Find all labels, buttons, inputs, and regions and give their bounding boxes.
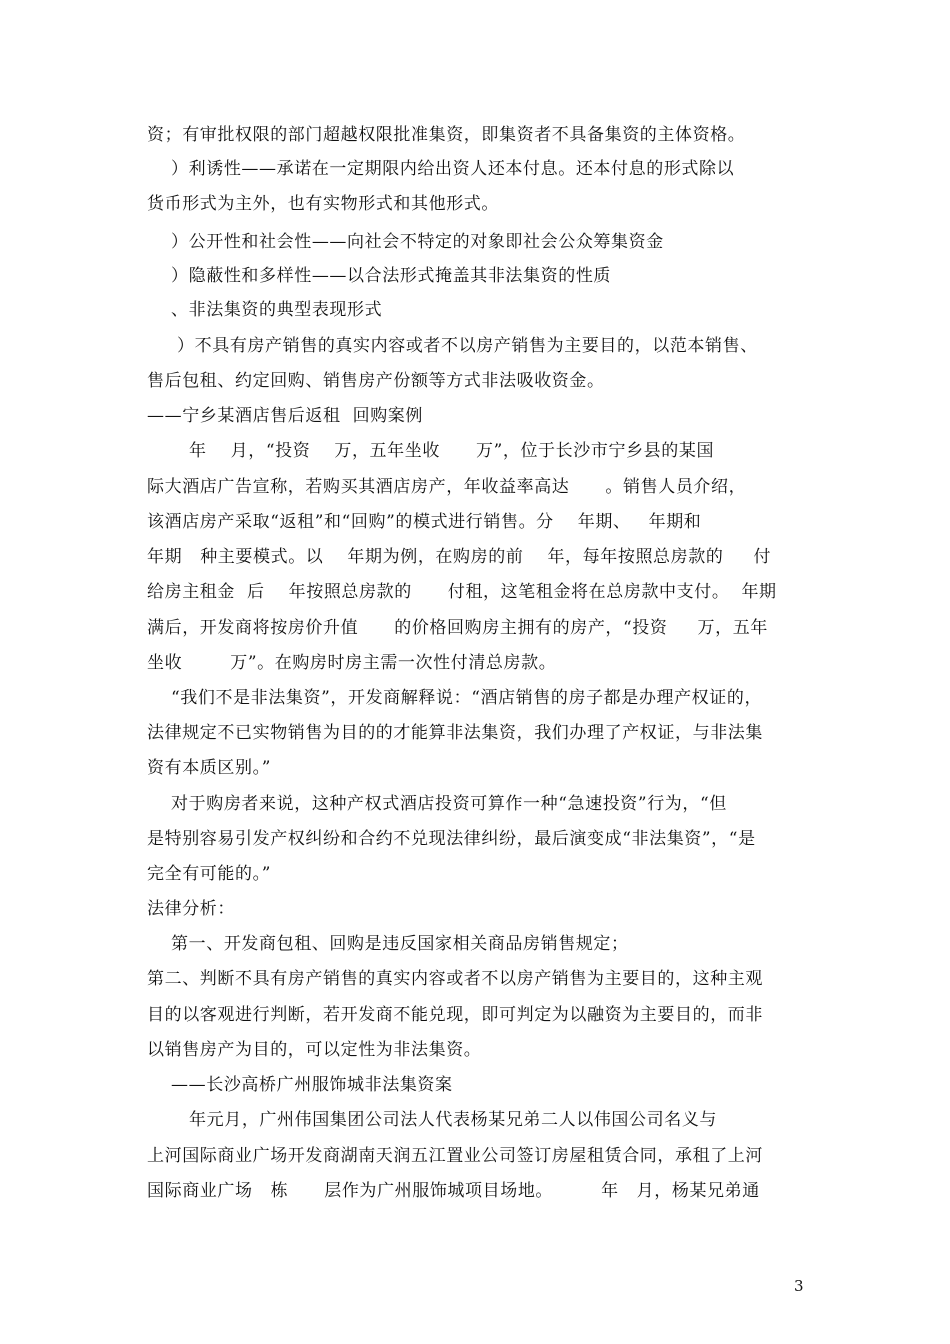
text-line: 目的以客观进行判断，若开发商不能兑现，即可判定为以融资为主要目的，而非 [147,1005,763,1025]
text-line: ）公开性和社会性——向社会不特定的对象即社会公众筹集资金 [147,232,664,252]
text-line: 年期 种主要模式。以 年期为例，在购房的前 年，每年按照总房款的 付 [147,547,772,567]
text-line: ）不具有房产销售的真实内容或者不以房产销售为主要目的，以范本销售、 [147,336,758,356]
text-line: 坐收 万”。在购房时房主需一次性付清总房款。 [147,653,557,673]
text-line: “我们不是非法集资”，开发商解释说：“酒店销售的房子都是办理产权证的， [147,688,763,708]
text-line: 是特别容易引发产权纠纷和合约不兑现法律纠纷，最后演变成“非法集资”，“是 [147,829,756,849]
page-number: 3 [794,1277,804,1295]
text-line: 年元月，广州伟国集团公司法人代表杨某兄弟二人以伟国公司名义与 [147,1110,718,1130]
text-line: 售后包租、约定回购、销售房产份额等方式非法吸收资金。 [147,371,605,391]
analysis-heading: 法律分析： [147,899,235,919]
text-line: 国际商业广场 栋 层作为广州服饰城项目场地。 年 月，杨某兄弟通 [147,1181,760,1201]
text-line: 该酒店房产采取“返租”和“回购”的模式进行销售。分 年期、 年期和 [147,512,702,532]
case-heading: ——宁乡某酒店售后返租 回购案例 [147,406,424,426]
text-line: 给房主租金 后 年按照总房款的 付租，这笔租金将在总房款中支付。 年期 [147,582,777,602]
text-line: 法律规定不已实物销售为目的的才能算非法集资，我们办理了产权证，与非法集 [147,723,763,743]
text-line: 第二、判断不具有房产销售的真实内容或者不以房产销售为主要目的，这种主观 [147,969,763,989]
text-line: 资；有审批权限的部门超越权限批准集资，即集资者不具备集资的主体资格。 [147,125,746,145]
text-line: 年 月，“投资 万，五年坐收 万”，位于长沙市宁乡县的某国 [147,441,715,461]
text-line: 满后，开发商将按房价升值 的价格回购房主拥有的房产，“投资 万，五年 [147,618,768,638]
text-line: 第一、开发商包租、回购是违反国家相关商品房销售规定； [147,934,629,954]
text-line: 对于购房者来说，这种产权式酒店投资可算作一种“急速投资”行为，“但 [147,794,727,814]
text-line: ）利诱性——承诺在一定期限内给出资人还本付息。还本付息的形式除以 [147,159,735,179]
text-line: 资有本质区别。” [147,758,271,778]
text-line: 以销售房产为目的，可以定性为非法集资。 [147,1040,482,1060]
case-heading: ——长沙高桥广州服饰城非法集资案 [147,1075,453,1095]
text-line: 上河国际商业广场开发商湖南天润五江置业公司签订房屋租赁合同，承租了上河 [147,1146,763,1166]
text-line: ）隐蔽性和多样性——以合法形式掩盖其非法集资的性质 [147,266,612,286]
text-line: 际大酒店广告宣称，若购买其酒店房产，年收益率高达 。销售人员介绍， [147,477,747,497]
text-line: 完全有可能的。” [147,864,271,884]
text-line: 货币形式为主外，也有实物形式和其他形式。 [147,194,499,214]
section-heading: 、非法集资的典型表现形式 [147,300,383,320]
